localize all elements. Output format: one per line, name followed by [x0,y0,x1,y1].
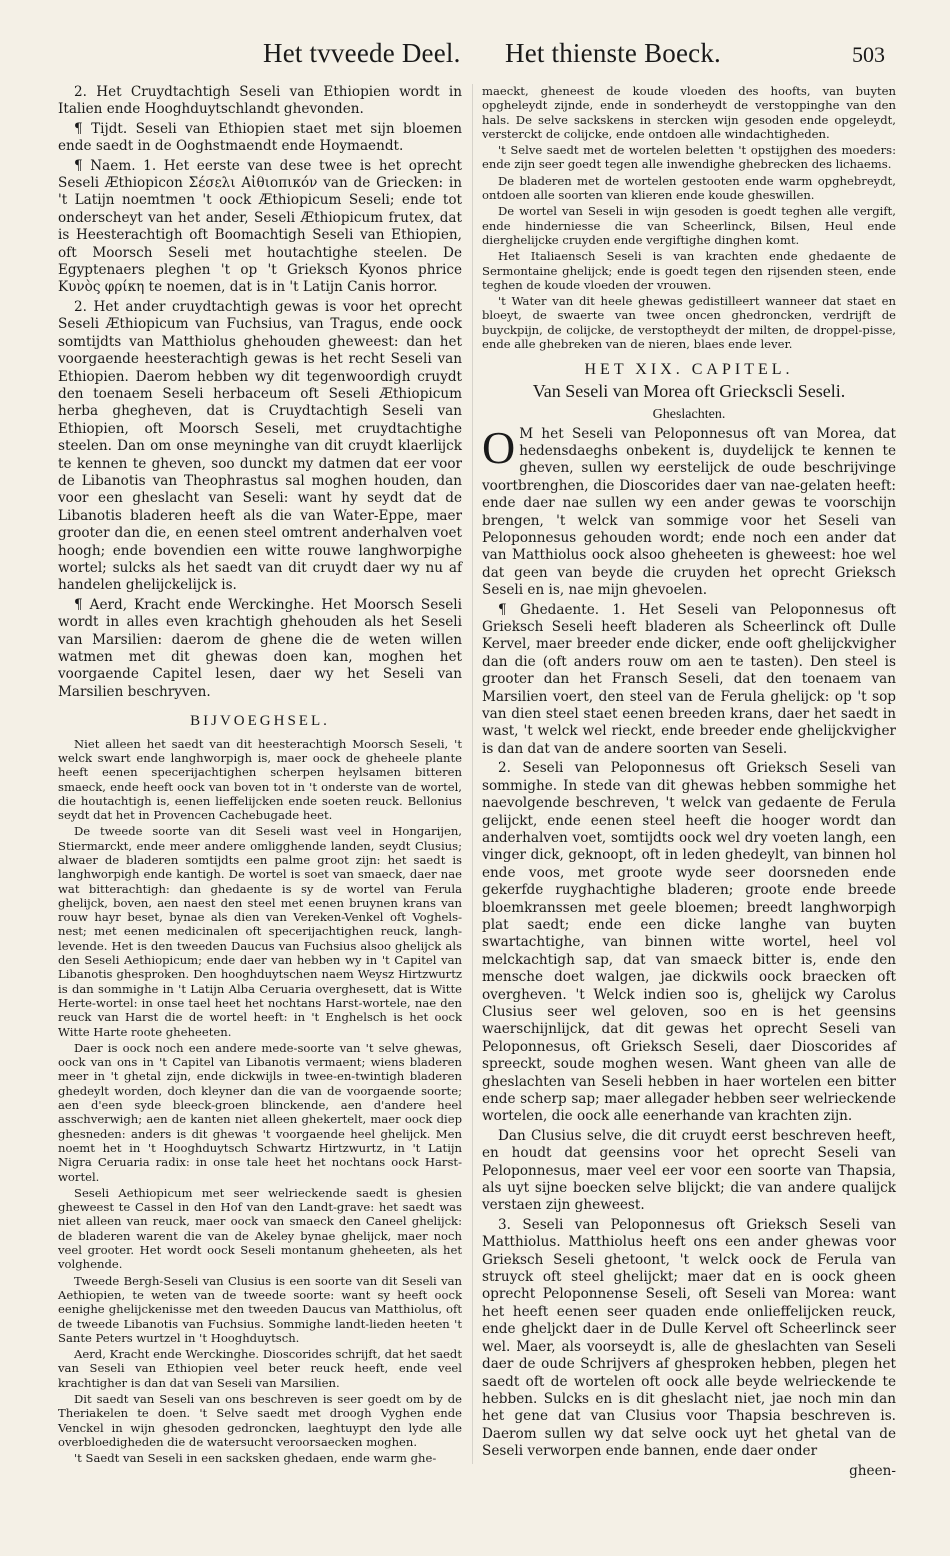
page-number: 503 [852,42,885,67]
addendum-paragraph: Seseli Aethiopicum met seer welrieckende saedt is ghesien gheweest te Cassel in den Hof van den Landt-grave: het saedt was niet alleen van reuck, maer oock van smaeck den Caneel ghelijck: de bladeren warent die van de Akeley bynae ghelijck, maer noch veel grooter. Het wordt oock Seseli montanum gheheeten, als het volghende. [58,1185,462,1272]
addendum-paragraph: Niet alleen het saedt van dit heesterachtigh Moorsch Seseli, 't welck swart ende langhworpigh is, maer oock de gheheele plante heeft eenen specerijachtighen scherpen heylsamen bitteren smaeck, ende heeft oock van boven tot in 't onderste van de wortel, die houtachtigh is, eenen lieffelijcken ende soeten reuck. Bellonius seydt dat het in Provencen Cachebugade heet. [58,736,462,823]
paragraph: 't Water van dit heele ghewas gedistilleert wanneer dat staet en bloeyt, de swaerte van twee oncen ghedroncken, verdrijft de buyckpijn, de colijcke, de verstoptheydt der milten, de droppel-pisse, ende alle ghebreken van de nieren, blaes ende lever. [482,294,896,352]
paragraph: maeckt, gheneest de koude vloeden des hoofts, van buyten opgheleydt zijnde, ende in sonderheydt de verstoppinghe van den hals. De selve sackskens in stercken wijn gesoden ende opgeleydt, versterckt de colijcke, ende ontdoen alle windachtigheden. [482,84,896,141]
chapter-paragraph: 3. Seseli van Peloponnesus oft Grieksch Seseli van Matthiolus. Matthiolus heeft ons een ander ghewas voor Grieksch Seseli ghetoont, 't welck oock de Ferula van struyck oft steel ghelijckt; maer dat en is oock gheen oprecht Peloponnense Seseli, oft Seseli van Morea: want het heeft eenen seer quaden ende onlieffelijcken reuck, ende gheljckt daer in de Dulle Kervel oft Scheerlinck seer wel. Maer, als voorseydt is, alle de gheslachten van Seseli daer de oude Schrijvers af ghesproken hebben, plegen het saedt oft de wortelen oft oock alle beyde welrieckende te hebben. Sulcks en is dit gheslacht niet, jae noch min dan het gene dat van Clusius voor Thapsia beschreven is. Daerom sullen wy dat selve oock uyt het ghetal van de Seseli verworpen ende bannen, ende daer onder [482,1216,896,1460]
addendum-paragraph: Tweede Bergh-Seseli van Clusius is een soorte van dit Seseli van Aethiopien, te weten van de tweede soorte: want sy heeft oock eenighe ghelijckenisse met den tweeden Daucus van Matthiolus, oft de tweede Libanotis van Fuchsius. Sommighe landt-lieden heeten 't Sante Peters wurtzel in 't Hooghduytsch. [58,1273,462,1345]
addendum-paragraph: Aerd, Kracht ende Werckinghe. Dioscorides schrijft, dat het saedt van Seseli van Ethiopien veel beter reuck heeft, ende veel krachtigher is dan dat van Seseli van Marsilien. [58,1347,462,1390]
chapter-paragraph: ¶ Ghedaente. 1. Het Seseli van Peloponnesus oft Grieksch Seseli heeft bladeren als Scheerlinck oft Dulle Kervel, maer breeder ende dicker, ende ooft ghelijckvigher dan die (oft anders rouw om aen te tasten). Den steel is grooter dan het Fransch Seseli, dat den toenaem van Marsilien voert, den steel van de Ferula ghelijck: op 't sop van dien steel staet eenen breeden krans, daer het saedt in wast, 't welck wel rieckt, ende breeder ende ghelijckvigher is dan dat van de andere soorten van Seseli. [482,601,896,757]
chapter-subtitle: Van Seseli van Morea oft Grieckscli Seseli. [532,380,846,401]
chapter-paragraph-text: M het Seseli van Peloponnesus oft van Morea, dat hedensdaeghs onbekent is, duydelijck te kennen te gheven, sullen wy eerstelijck de oude beschrijvinge voortbrenghen, die Dioscorides daer van nae-gelaten heeft: ende daer nae sullen wy een ander gewas te voorschijn brengen, 't welck van sommige voor het Seseli van Peloponnesus gehouden wordt; ende noch een ander dat van Matthiolus oock alsoo gheheeten is gheweest: hoe wel dat geen van beyde die cruyden het oprecht Grieksch Seseli en is, nae mijn ghevoelen. [482,425,896,599]
paragraph: ¶ Aerd, Kracht ende Werckinghe. Het Moorsch Seseli wordt in alles even krachtigh ghehouden als het Seseli van Marsilien: daerom de ghene die de weten willen watmen met dit ghewas doen kan, moghen het voorgaende Capitel lesen, daer wy het Seseli van Marsilien beschryven. [58,596,462,700]
paragraph: Het Italiaensch Seseli is van krachten ende ghedaente de Sermontaine ghelijck; ende is goedt tegen den rijsenden steen, ende teghen de koude vloeden der vrouwen. [482,249,896,292]
paragraph: 2. Het Cruydtachtigh Seseli van Ethiopien wordt in Italien ende Hooghduytschlandt ghevonden. [58,84,462,118]
paragraph: ¶ Tijdt. Seseli van Ethiopien staet met sijn bloemen ende saedt in de Ooghstmaendt ende Hoymaendt. [58,120,462,155]
paragraph: 't Selve saedt met de wortelen beletten 't opstijghen des moeders: ende zijn seer goedt tegen alle inwendighe ghebrecken des lichaems. [482,143,896,172]
chapter-paragraph: 2. Seseli van Peloponnesus oft Grieksch Seseli van sommighe. In stede van dit ghewas hebben sommighe het naevolgende beschreven, 't welck van gedaente de Ferula gelijckt, ende eenen steel heeft die hooger wordt dan anderhalven voet, somtijdts oock wel dry voeten langh, een vinger dick, geknoopt, oft in leden ghedeylt, van binnen hol ende voos, met groote wyde seer doorsneden ende gekerfde ruyghachtighe bladeren; groote ende breede bloemkranssen met geele bloemen; breedt langhworpigh plat saedt; ende een dicke langhe van buyten swartachtighe, van binnen witte wortel, heel vol melckachtigh sap, dat van smaeck bitter is, ende den mensche doet walgen, jae dickwils oock braecken oft overgheven. 't Welck indien soo is, ghelijck wy Carolus Clusius seer wel geloven, soo en is het geensins waerschijnlijck, dat dit gewas het oprecht Seseli van Peloponnesus, oft Grieksch Seseli, daer Dioscorides af spreeckt, soude moghen wesen. Want gheen van alle de gheslachten van Seseli hebben in haer wortelen een bitter ende scherp sap; maer allegader hebben seer welrieckende wortelen, die oock alle eenerhande van krachten zijn. [482,760,896,1125]
paragraph: De wortel van Seseli in wijn gesoden is goedt teghen alle vergift, ende hinderniesse die van Scheerlinck, Bilsen, Heul ende dierghelijcke cruyden ende vergiftighe dinghen komt. [482,204,896,247]
addendum-paragraph: Daer is oock noch een andere mede-soorte van 't selve ghewas, oock van ons in 't Capitel van Libanotis vermaent; wiens bladeren meer in 't ghetal zijn, ende dickwijls in twee-en-twintigh bladeren ghedeylt worden, doch kleyner dan die van de voorgaende soorte; aen d'een syde bleeck-groen blinckende, aen d'andere heel asschverwigh; aen de kanten niet alleen ghekertelt, maer oock diep ghesneden: anders is dit ghewas 't voorgaende heel ghelijck. Men noemt het in 't Hooghduytsch Schwartz Hirtzwurtz, in 't Latijn Nigra Ceruaria radix: in onse tale heet het nochtans oock Harst-wortel. [58,1040,462,1184]
addendum-paragraph: Dit saedt van Seseli van ons beschreven is seer goedt om by de Theriakelen te doen. 't Selve saedt met droogh Vyghen ende Venckel in wijn ghesoden gedroncken, laeghtuypt den lyde alle overbloedigheden die de watersucht veroorsaecken moghen. [58,1391,462,1449]
left-column [58,84,462,1466]
running-header [0,38,950,82]
addendum-paragraph: De tweede soorte van dit Seseli wast veel in Hongarijen, Stiermarckt, ende meer andere omligghende landen, seydt Clusius; alwaer de bladeren somtijdts een palme groot zijn: het saedt is langhworpigh ende kantigh. De wortel is soet van smaeck, daer nae wat bitterachtigh: dan ghedaente is sy de wortel van Ferula ghelijck, boven, aen naest den steel met eenen bruynen krans van rouw hayr beset, bynae als dien van Vereken-Venkel oft Voghels-nest; met eenen medicinalen oft specerijachtighen reuck, langh-levende. Het is den tweeden Daucus van Fuchsius alsoo ghelijck als den Seseli Aethiopicum; ende daer van hebben wy in 't Capitel van Libanotis ghesproken. Den hooghduytschen naem Weysz Hirtzwurtz is dan sommighe in 't Latijn Alba Ceruaria overghesett, dat is Witte Herte-wortel: in onse tael heet het nochtans Harst-wortele, nae den reuck van Harst die de wortel heeft: in 't Enghelsch is het oock Witte Harte roote gheheeten. [58,824,462,1039]
paragraph: ¶ Naem. 1. Het eerste van dese twee is het oprecht Seseli Æthiopicon Σέσελι Αἰθιοπικόν van de Griecken: in 't Latijn noemtmen 't oock Æthiopicum Seseli; ende tot onderscheyt van het ander, Seseli Æthiopicum frutex, dat is Heesterachtigh oft Boomachtigh Seseli van Ethiopien, oft Moorsch Seseli met houtachtighe steelen. De Egyptenaers pleghen 't op 't Grieksch Kyonos phrice Κυνὸς φρίκη te noemen, dat is in 't Latijn Canis horror. [58,157,462,296]
chapter-paragraph: Dan Clusius selve, die dit cruydt eerst beschreven heeft, en houdt dat geensins voor het oprecht Seseli van Peloponnesus, maer veel eer voor een soorte van Thapsia, als uyt sijne boecken selve blijckt; die van andere qualijck verstaen zijn gheweest. [482,1127,896,1214]
paragraph: 2. Het ander cruydtachtigh gewas is voor het oprecht Seseli Æthiopicum van Fuchsius, van Tragus, ende oock somtijdts van Matthiolus ghehouden gheweest: dan het voorgaende heesterachtigh gewas is het recht Seseli van Ethiopien. Daerom hebben wy dit tegenwoordigh cruydt den toenaem Seseli herbaceum oft Seseli Æthiopicum herba ghegheven, dat is Cruydtachtigh Seseli van Ethiopien, oft Moorsch Seseli, met cruydtachtighe steelen. Dan om onse meyninghe van dit cruydt klaerlijck te kennen te gheven, soo dunckt my datmen dat eer voor de Libanotis van Theophrastus sal moghen houden, dan voor een gheslacht van Seseli: want hy seydt dat de Libanotis bladeren heeft als die van Water-Eppe, maer grooter dan die, en eenen steel omtrent anderhalven voet hoogh; ende bovendien een witte rouwe langhworpighe wortel; sulcks als het saedt van dit cruydt daer wy nu af handelen ghelijckelijck is. [58,298,462,594]
drop-cap: O [482,421,516,473]
chapter-paragraph [482,421,896,600]
paragraph: De bladeren met de wortelen gestooten ende warm opghebreydt, ontdoen alle soorten van klieren ende koude gheswillen. [482,173,896,203]
section-heading-bijvoeghsel: BIJVOEGHSEL. [190,713,330,730]
header-right-title: Het thienste Boeck. [505,38,721,68]
chapter-title: HET XIX. CAPITEL. [584,361,794,379]
header-left-title: Het tvveede Deel. [263,38,461,68]
column-gutter [472,84,473,1464]
catchword: gheen- [849,1462,896,1479]
gheslachten-label: Gheslachten. [652,407,726,423]
right-column [482,84,896,1514]
addendum-paragraph: 't Saedt van Seseli in een sacksken ghedaen, ende warm ghe- [74,1451,437,1466]
